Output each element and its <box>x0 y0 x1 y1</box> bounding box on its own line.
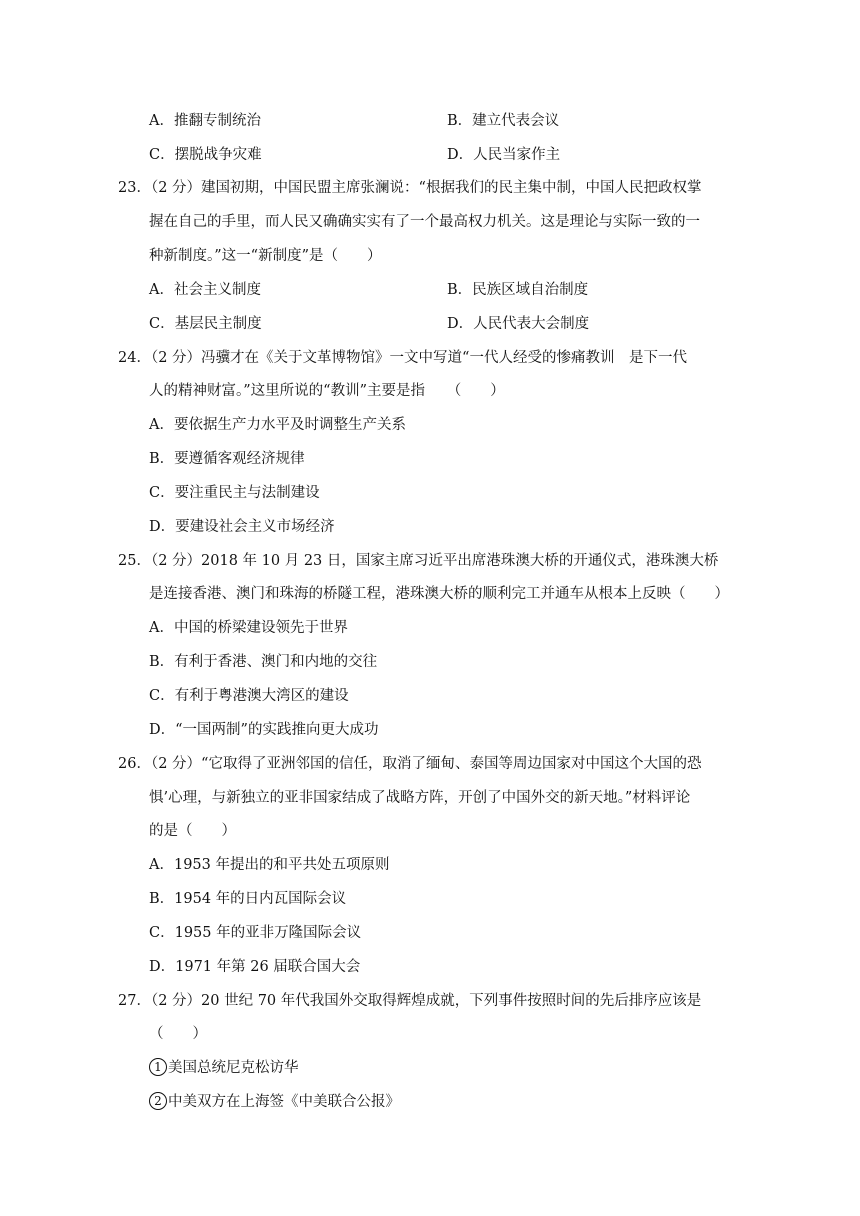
q25-option-b: B．有利于香港、澳门和内地的交往 <box>149 654 378 670</box>
circled-number-2: 2 <box>149 1092 167 1110</box>
q22-option-c: C．摆脱战争灾难 <box>149 147 262 163</box>
q27-item-2-text: 中美双方在上海签《中美联合公报》 <box>168 1094 400 1110</box>
q24-stem-line-1: 24．（2 分）冯骥才在《关于文革博物馆》一文中写道“一代人经受的惨痛教训 是下一代 <box>118 350 687 366</box>
q22-option-b: B．建立代表会议 <box>447 113 560 129</box>
q22-option-a: A．推翻专制统治 <box>149 113 261 129</box>
q25-stem-line-2: 是连接香港、澳门和珠海的桥隧工程，港珠澳大桥的顺利完工并通车从根本上反映（ ） <box>149 586 729 602</box>
q23-stem-line-2: 握在自己的手里，而人民又确确实实有了一个最高权力机关。这是理论与实际一致的一 <box>149 214 700 230</box>
circled-number-1: 1 <box>149 1058 167 1076</box>
q26-stem-line-1: 26．（2 分）“它取得了亚洲邻国的信任，取消了缅甸、泰国等周边国家对中国这个大国的恐 <box>118 756 702 772</box>
q26-option-d: D．1971 年第 26 届联合国大会 <box>149 959 361 975</box>
q23-option-c: C．基层民主制度 <box>149 316 262 332</box>
q25-option-a: A．中国的桥梁建设领先于世界 <box>149 620 348 636</box>
q23-option-b: B．民族区域自治制度 <box>447 282 589 298</box>
q23-stem-line-1: 23．（2 分）建国初期，中国民盟主席张澜说：“根据我们的民主集中制，中国人民把政权掌 <box>118 180 702 196</box>
q26-option-c: C．1955 年的亚非万隆国际会议 <box>149 925 362 941</box>
q26-stem-line-3: 的是（ ） <box>149 823 236 839</box>
q25-stem-line-1: 25．（2 分）2018 年 10 月 23 日，国家主席习近平出席港珠澳大桥的开通仪式，港珠澳大桥 <box>118 553 719 569</box>
q27-stem-line-2: （ ） <box>149 1026 207 1042</box>
q26-stem-line-2: 惧’心理，与新独立的亚非国家结成了战略方阵，开创了中国外交的新天地。”材料评论 <box>149 790 691 806</box>
q27-item-2 <box>149 1092 400 1112</box>
q23-option-d: D．人民代表大会制度 <box>447 316 590 332</box>
q27-item-1 <box>149 1058 299 1078</box>
q24-option-c: C．要注重民主与法制建设 <box>149 485 320 501</box>
q24-stem-line-2: 人的精神财富。”这里所说的“教训”主要是指 （ ） <box>149 383 505 399</box>
q23-stem-line-3: 种新制度。”这一“新制度”是（ ） <box>149 248 382 264</box>
q27-stem-line-1: 27．（2 分）20 世纪 70 年代我国外交取得辉煌成就，下列事件按照时间的先后排序应该是 <box>118 993 702 1009</box>
q23-option-a: A．社会主义制度 <box>149 282 261 298</box>
q24-option-b: B．要遵循客观经济规律 <box>149 451 305 467</box>
q25-option-d: D．“一国两制”的实践推向更大成功 <box>149 722 379 738</box>
q24-option-d: D．要建设社会主义市场经济 <box>149 519 335 535</box>
q24-option-a: A．要依据生产力水平及时调整生产关系 <box>149 417 406 433</box>
q26-option-a: A．1953 年提出的和平共处五项原则 <box>149 857 390 873</box>
q25-option-c: C．有利于粤港澳大湾区的建设 <box>149 688 349 704</box>
q26-option-b: B．1954 年的日内瓦国际会议 <box>149 891 347 907</box>
q27-item-1-text: 美国总统尼克松访华 <box>168 1060 299 1076</box>
q22-option-d: D．人民当家作主 <box>447 147 561 163</box>
